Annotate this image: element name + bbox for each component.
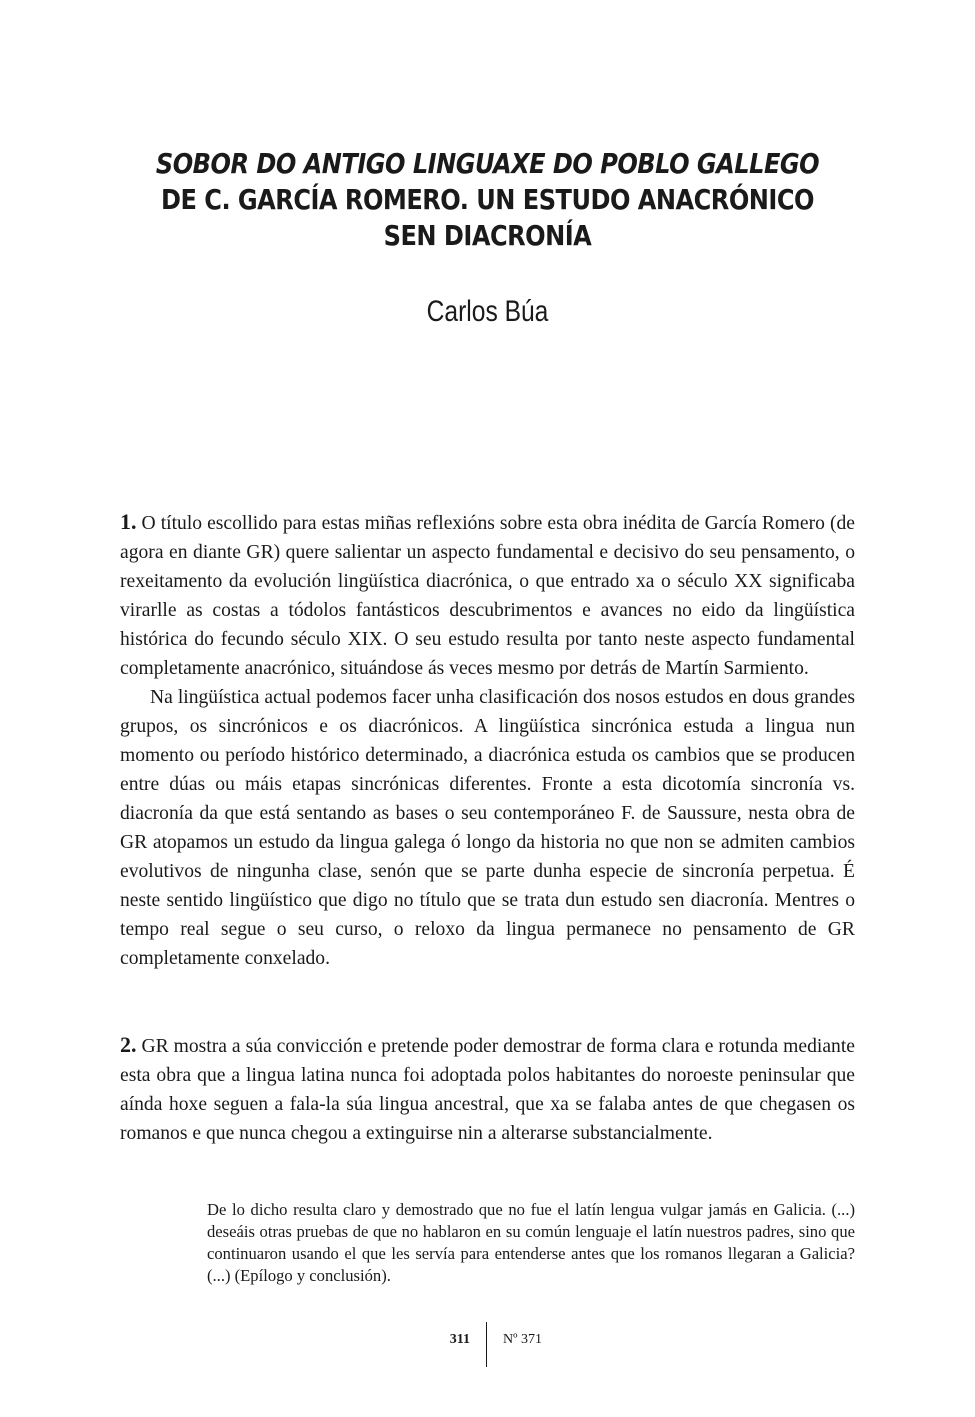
article-title-rest: DE C. GARCÍA ROMERO. UN ESTUDO ANACRÓNICO SEN DIACRONÍA: [161, 183, 814, 252]
section-1-paragraph-1: [120, 507, 855, 683]
section-2: [120, 1030, 855, 1148]
section-number: 2.: [120, 1032, 137, 1057]
section-number: 1.: [120, 509, 137, 534]
paragraph-text: O título escollido para estas miñas reflexións sobre esta obra inédita de García Romero (de agora en diante GR) quere salientar un aspecto fundamental e decisivo do seu pensamento, o rexeitamento da evolución lingüística diacrónica, o que entrado xa o século XX significaba virarlle as costas a tódolos fantásticos descubrimentos e avances no eido da lingüística histórica do fecundo século XIX. O seu estudo resulta por tanto neste aspecto fundamental completamente anacrónico, situándose ás veces mesmo por detrás de Martín Sarmiento.: [120, 513, 855, 679]
footer-divider: [486, 1322, 487, 1367]
article-title-italic: SOBOR DO ANTIGO LINGUAXE DO POBLO GALLEGO: [155, 147, 820, 180]
section-2-paragraph-1: [120, 1030, 855, 1148]
block-quote: De lo dicho resulta claro y demostrado que no fue el latín lengua vulgar jamás en Galicia. (...) deseáis otras pruebas de que no hablaron en su común lenguaje el latín nuestros padres, sino que continuaron usando el que les servía para entenderse antes que los romanos llegaran a Galicia? (...) (Epílogo y conclusión).: [207, 1200, 855, 1285]
article-title: [154, 146, 821, 254]
section-1: [120, 507, 855, 973]
paragraph-text: GR mostra a súa convicción e pretende poder demostrar de forma clara e rotunda mediante esta obra que a lingua latina nunca foi adoptada polos habitantes do noroeste peninsular que aínda hoxe seguen a fala-la súa lingua ancestral, que xa se falaba antes de que chegasen os romanos e que nunca chegou a extinguirse nin a alterarse substancialmente.: [120, 1036, 855, 1144]
issue-number: Nº 371: [503, 1332, 542, 1347]
page-number: 311: [449, 1332, 470, 1347]
author-name: Carlos Búa: [426, 295, 549, 328]
section-1-paragraph-2: Na lingüística actual podemos facer unha clasificación dos nosos estudos en dous grandes grupos, os sincrónicos e os diacrónicos. A lingüística sincrónica estuda a lingua nun momento ou período histórico determinado, a diacrónica estuda os cambios que se producen entre dúas ou máis etapas sincrónicas diferentes. Fronte a esta dicotomía sincronía vs. diacronía da que está sentando as bases o seu contemporáneo F. de Saussure, nesta obra de GR atopamos un estudo da lingua galega ó longo da historia no que non se admiten cambios evolutivos de ningunha clase, senón que se parte dunha especie de sincronía perpetua. É neste sentido lingüístico que digo no título que se trata dun estudo sen diacronía. Mentres o tempo real segue o seu curso, o reloxo da lingua permanece no pensamento de GR completamente conxelado.: [120, 687, 855, 969]
